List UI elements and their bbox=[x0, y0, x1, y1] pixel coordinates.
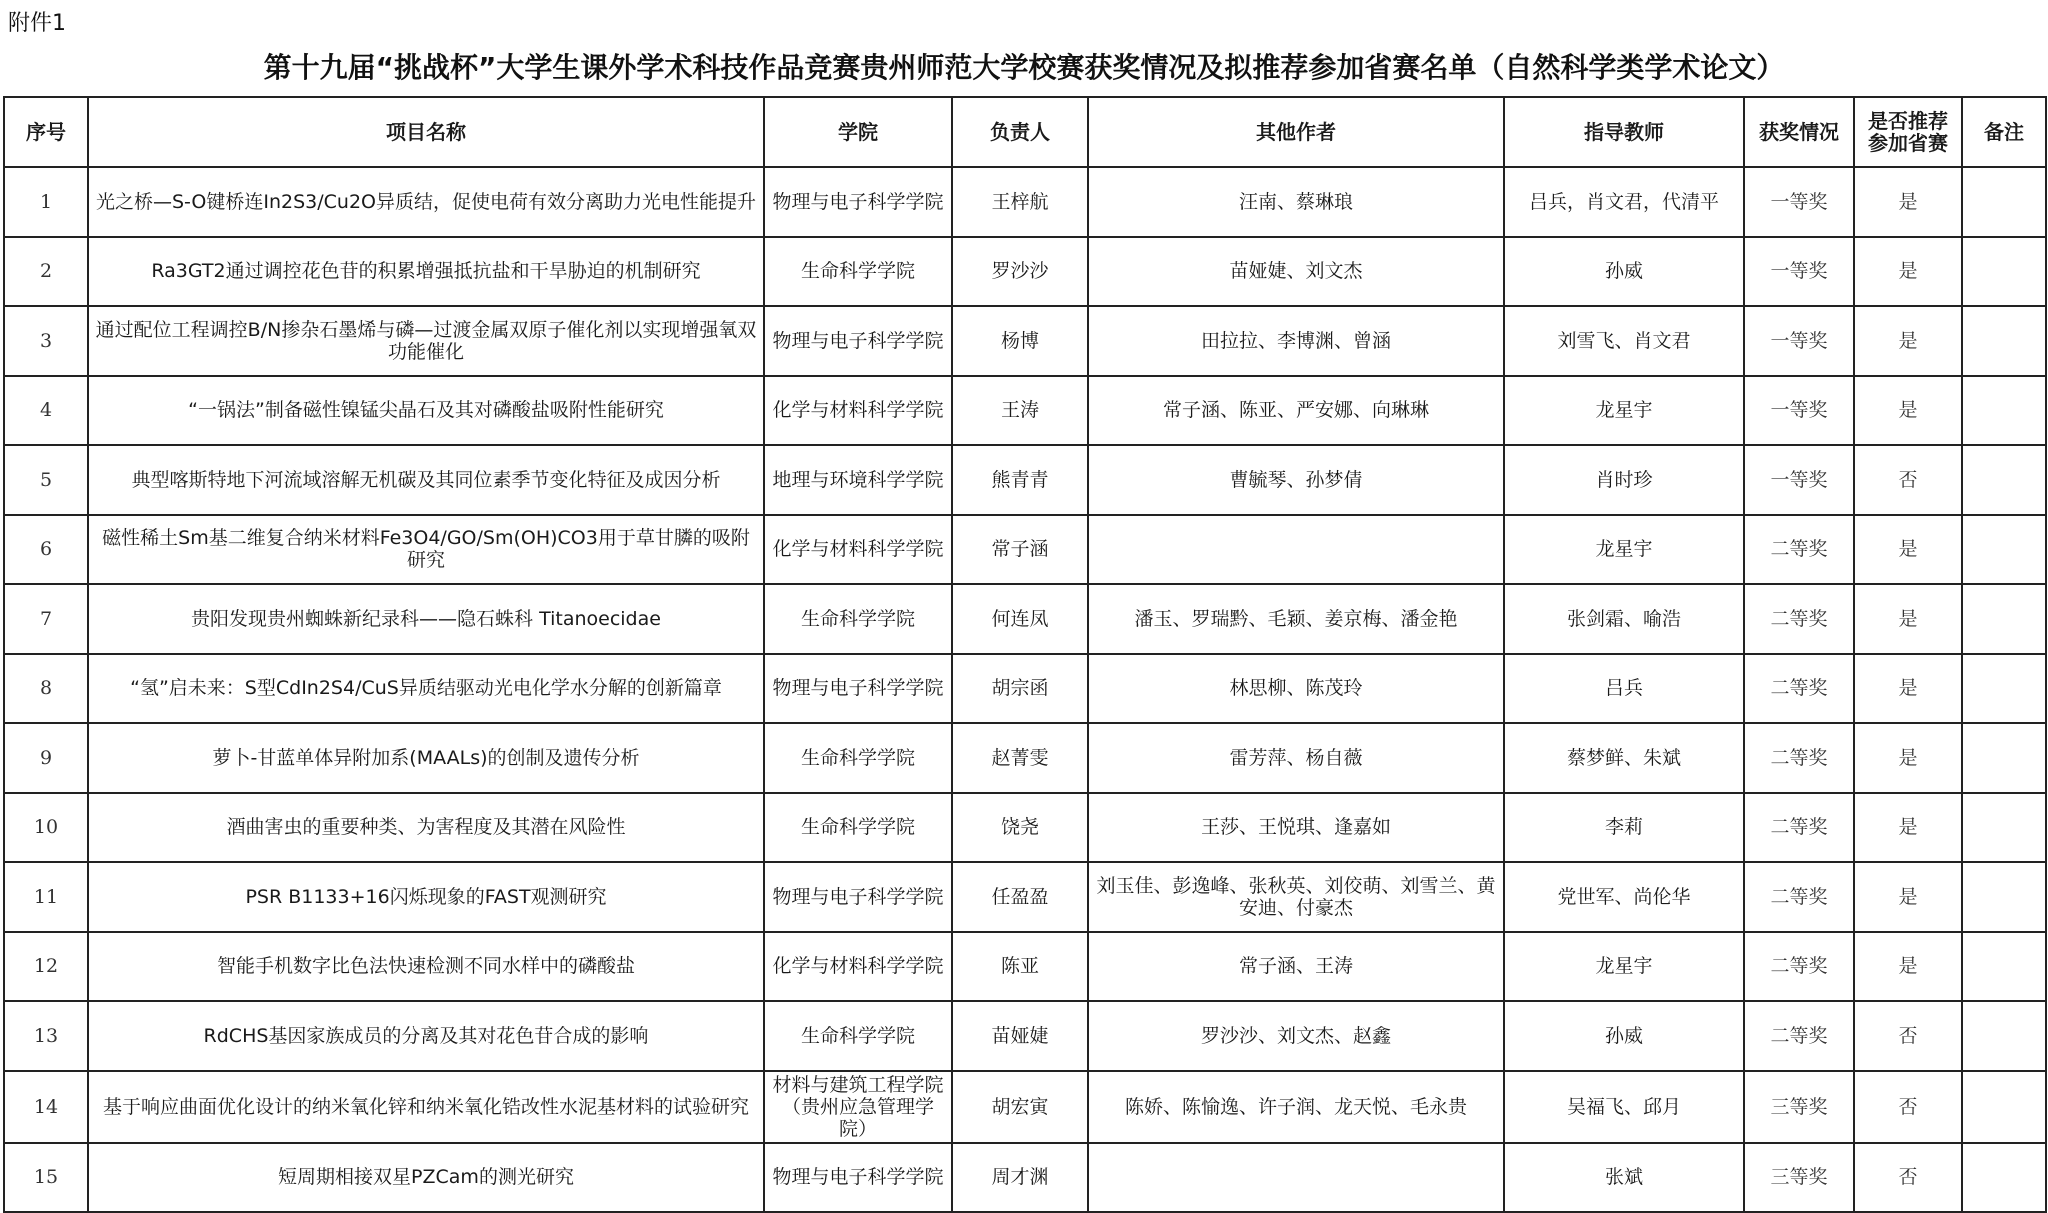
cell-college: 化学与材料科学学院 bbox=[764, 932, 952, 1002]
header-remark: 备注 bbox=[1962, 97, 2046, 167]
cell-recommend: 是 bbox=[1854, 515, 1962, 585]
cell-award: 一等奖 bbox=[1744, 445, 1854, 515]
cell-award: 一等奖 bbox=[1744, 376, 1854, 446]
cell-remark bbox=[1962, 306, 2046, 376]
cell-college: 生命科学学院 bbox=[764, 237, 952, 307]
cell-leader: 胡宏寅 bbox=[952, 1071, 1088, 1143]
cell-others: 潘玉、罗瑞黔、毛颖、姜京梅、潘金艳 bbox=[1088, 584, 1504, 654]
cell-project: 贵阳发现贵州蜘蛛新纪录科——隐石蛛科 Titanoecidae bbox=[88, 584, 764, 654]
cell-index: 8 bbox=[4, 654, 88, 724]
cell-others: 苗娅婕、刘文杰 bbox=[1088, 237, 1504, 307]
table-row bbox=[4, 445, 2046, 515]
cell-remark bbox=[1962, 1143, 2046, 1213]
cell-advisor: 党世军、尚伦华 bbox=[1504, 862, 1744, 932]
cell-leader: 何连凤 bbox=[952, 584, 1088, 654]
cell-index: 5 bbox=[4, 445, 88, 515]
cell-college: 生命科学学院 bbox=[764, 1001, 952, 1071]
cell-leader: 杨博 bbox=[952, 306, 1088, 376]
cell-recommend: 是 bbox=[1854, 723, 1962, 793]
cell-index: 1 bbox=[4, 167, 88, 237]
table-row bbox=[4, 376, 2046, 446]
table-row bbox=[4, 237, 2046, 307]
table-row bbox=[4, 306, 2046, 376]
cell-college: 化学与材料科学学院 bbox=[764, 515, 952, 585]
cell-index: 2 bbox=[4, 237, 88, 307]
table-row bbox=[4, 515, 2046, 585]
cell-advisor: 吕兵，肖文君，代清平 bbox=[1504, 167, 1744, 237]
cell-award: 一等奖 bbox=[1744, 306, 1854, 376]
cell-index: 12 bbox=[4, 932, 88, 1002]
cell-others: 罗沙沙、刘文杰、赵鑫 bbox=[1088, 1001, 1504, 1071]
cell-leader: 胡宗函 bbox=[952, 654, 1088, 724]
header-project: 项目名称 bbox=[88, 97, 764, 167]
cell-others bbox=[1088, 1143, 1504, 1213]
cell-college: 物理与电子科学学院 bbox=[764, 654, 952, 724]
table-row bbox=[4, 1071, 2046, 1143]
table-row bbox=[4, 723, 2046, 793]
cell-index: 9 bbox=[4, 723, 88, 793]
cell-index: 13 bbox=[4, 1001, 88, 1071]
cell-recommend: 否 bbox=[1854, 1143, 1962, 1213]
cell-leader: 陈亚 bbox=[952, 932, 1088, 1002]
cell-recommend: 否 bbox=[1854, 1001, 1962, 1071]
cell-leader: 赵菁雯 bbox=[952, 723, 1088, 793]
cell-project: 萝卜-甘蓝单体异附加系(MAALs)的创制及遗传分析 bbox=[88, 723, 764, 793]
cell-others: 雷芳萍、杨自薇 bbox=[1088, 723, 1504, 793]
cell-index: 6 bbox=[4, 515, 88, 585]
cell-others: 汪南、蔡琳琅 bbox=[1088, 167, 1504, 237]
cell-recommend: 是 bbox=[1854, 376, 1962, 446]
table-row bbox=[4, 1001, 2046, 1071]
cell-advisor: 蔡梦鲜、朱斌 bbox=[1504, 723, 1744, 793]
cell-others: 常子涵、陈亚、严安娜、向琳琳 bbox=[1088, 376, 1504, 446]
cell-others: 陈娇、陈愉逸、许子润、龙天悦、毛永贵 bbox=[1088, 1071, 1504, 1143]
cell-college: 物理与电子科学学院 bbox=[764, 862, 952, 932]
cell-index: 3 bbox=[4, 306, 88, 376]
attachment-label: 附件1 bbox=[8, 11, 66, 36]
page-title: 第十九届“挑战杯”大学生课外学术科技作品竞赛贵州师范大学校赛获奖情况及拟推荐参加省赛名单（自然科学类学术论文） bbox=[263, 51, 1785, 84]
cell-project: 磁性稀土Sm基二维复合纳米材料Fe3O4/GO/Sm(OH)CO3用于草甘膦的吸附研究 bbox=[88, 515, 764, 585]
cell-index: 14 bbox=[4, 1071, 88, 1143]
cell-recommend: 是 bbox=[1854, 862, 1962, 932]
cell-college: 物理与电子科学学院 bbox=[764, 167, 952, 237]
header-college: 学院 bbox=[764, 97, 952, 167]
cell-recommend: 是 bbox=[1854, 654, 1962, 724]
cell-project: 酒曲害虫的重要种类、为害程度及其潜在风险性 bbox=[88, 793, 764, 863]
table-row bbox=[4, 584, 2046, 654]
cell-recommend: 是 bbox=[1854, 793, 1962, 863]
cell-remark bbox=[1962, 1001, 2046, 1071]
header-others: 其他作者 bbox=[1088, 97, 1504, 167]
award-table bbox=[3, 96, 2047, 1213]
table-row bbox=[4, 1143, 2046, 1213]
cell-others: 常子涵、王涛 bbox=[1088, 932, 1504, 1002]
cell-project: PSR B1133+16闪烁现象的FAST观测研究 bbox=[88, 862, 764, 932]
cell-award: 二等奖 bbox=[1744, 1001, 1854, 1071]
cell-college: 地理与环境科学学院 bbox=[764, 445, 952, 515]
cell-college: 材料与建筑工程学院（贵州应急管理学院） bbox=[764, 1071, 952, 1143]
cell-advisor: 龙星宇 bbox=[1504, 376, 1744, 446]
cell-index: 15 bbox=[4, 1143, 88, 1213]
cell-college: 生命科学学院 bbox=[764, 723, 952, 793]
cell-advisor: 吕兵 bbox=[1504, 654, 1744, 724]
table-row bbox=[4, 932, 2046, 1002]
cell-project: “氢”启未来：S型CdIn2S4/CuS异质结驱动光电化学水分解的创新篇章 bbox=[88, 654, 764, 724]
cell-index: 11 bbox=[4, 862, 88, 932]
header-award: 获奖情况 bbox=[1744, 97, 1854, 167]
cell-leader: 饶尧 bbox=[952, 793, 1088, 863]
table-row bbox=[4, 654, 2046, 724]
cell-remark bbox=[1962, 376, 2046, 446]
cell-award: 二等奖 bbox=[1744, 793, 1854, 863]
cell-college: 物理与电子科学学院 bbox=[764, 306, 952, 376]
cell-project: “一锅法”制备磁性镍锰尖晶石及其对磷酸盐吸附性能研究 bbox=[88, 376, 764, 446]
cell-award: 二等奖 bbox=[1744, 584, 1854, 654]
cell-project: 典型喀斯特地下河流域溶解无机碳及其同位素季节变化特征及成因分析 bbox=[88, 445, 764, 515]
cell-advisor: 张剑霜、喻浩 bbox=[1504, 584, 1744, 654]
cell-recommend: 否 bbox=[1854, 445, 1962, 515]
header-advisor: 指导教师 bbox=[1504, 97, 1744, 167]
cell-leader: 王涛 bbox=[952, 376, 1088, 446]
cell-others: 田拉拉、李博渊、曾涵 bbox=[1088, 306, 1504, 376]
cell-project: 智能手机数字比色法快速检测不同水样中的磷酸盐 bbox=[88, 932, 764, 1002]
cell-leader: 任盈盈 bbox=[952, 862, 1088, 932]
header-index: 序号 bbox=[4, 97, 88, 167]
cell-leader: 王梓航 bbox=[952, 167, 1088, 237]
cell-project: Ra3GT2通过调控花色苷的积累增强抵抗盐和干旱胁迫的机制研究 bbox=[88, 237, 764, 307]
cell-college: 化学与材料科学学院 bbox=[764, 376, 952, 446]
cell-award: 二等奖 bbox=[1744, 862, 1854, 932]
header-recommend: 是否推荐参加省赛 bbox=[1854, 97, 1962, 167]
cell-project: 基于响应曲面优化设计的纳米氧化锌和纳米氧化锆改性水泥基材料的试验研究 bbox=[88, 1071, 764, 1143]
cell-award: 一等奖 bbox=[1744, 167, 1854, 237]
cell-remark bbox=[1962, 932, 2046, 1002]
cell-advisor: 刘雪飞、肖文君 bbox=[1504, 306, 1744, 376]
cell-recommend: 否 bbox=[1854, 1071, 1962, 1143]
cell-leader: 常子涵 bbox=[952, 515, 1088, 585]
cell-award: 一等奖 bbox=[1744, 237, 1854, 307]
table-header-row bbox=[4, 97, 2046, 167]
cell-leader: 苗娅婕 bbox=[952, 1001, 1088, 1071]
cell-award: 二等奖 bbox=[1744, 932, 1854, 1002]
cell-college: 生命科学学院 bbox=[764, 793, 952, 863]
cell-recommend: 是 bbox=[1854, 306, 1962, 376]
cell-college: 生命科学学院 bbox=[764, 584, 952, 654]
table-row bbox=[4, 862, 2046, 932]
cell-index: 4 bbox=[4, 376, 88, 446]
cell-others: 王莎、王悦琪、逢嘉如 bbox=[1088, 793, 1504, 863]
cell-remark bbox=[1962, 584, 2046, 654]
cell-advisor: 张斌 bbox=[1504, 1143, 1744, 1213]
cell-recommend: 是 bbox=[1854, 932, 1962, 1002]
cell-award: 三等奖 bbox=[1744, 1071, 1854, 1143]
cell-award: 三等奖 bbox=[1744, 1143, 1854, 1213]
cell-others: 曹毓琴、孙梦倩 bbox=[1088, 445, 1504, 515]
cell-advisor: 李莉 bbox=[1504, 793, 1744, 863]
cell-remark bbox=[1962, 515, 2046, 585]
cell-advisor: 孙威 bbox=[1504, 237, 1744, 307]
cell-recommend: 是 bbox=[1854, 237, 1962, 307]
cell-leader: 周才渊 bbox=[952, 1143, 1088, 1213]
cell-advisor: 吴福飞、邱月 bbox=[1504, 1071, 1744, 1143]
cell-advisor: 龙星宇 bbox=[1504, 932, 1744, 1002]
cell-remark bbox=[1962, 723, 2046, 793]
cell-leader: 罗沙沙 bbox=[952, 237, 1088, 307]
cell-award: 二等奖 bbox=[1744, 654, 1854, 724]
cell-remark bbox=[1962, 862, 2046, 932]
cell-others: 刘玉佳、彭逸峰、张秋英、刘佼萌、刘雪兰、黄安迪、付豪杰 bbox=[1088, 862, 1504, 932]
cell-advisor: 肖时珍 bbox=[1504, 445, 1744, 515]
cell-award: 二等奖 bbox=[1744, 723, 1854, 793]
cell-project: 短周期相接双星PZCam的测光研究 bbox=[88, 1143, 764, 1213]
cell-others: 林思柳、陈茂玲 bbox=[1088, 654, 1504, 724]
cell-remark bbox=[1962, 1071, 2046, 1143]
cell-college: 物理与电子科学学院 bbox=[764, 1143, 952, 1213]
table-row bbox=[4, 793, 2046, 863]
cell-recommend: 是 bbox=[1854, 584, 1962, 654]
cell-index: 10 bbox=[4, 793, 88, 863]
header-leader: 负责人 bbox=[952, 97, 1088, 167]
cell-award: 二等奖 bbox=[1744, 515, 1854, 585]
cell-leader: 熊青青 bbox=[952, 445, 1088, 515]
table-row bbox=[4, 167, 2046, 237]
cell-index: 7 bbox=[4, 584, 88, 654]
cell-project: 通过配位工程调控B/N掺杂石墨烯与磷—过渡金属双原子催化剂以实现增强氧双功能催化 bbox=[88, 306, 764, 376]
cell-remark bbox=[1962, 793, 2046, 863]
cell-remark bbox=[1962, 167, 2046, 237]
cell-advisor: 孙威 bbox=[1504, 1001, 1744, 1071]
cell-advisor: 龙星宇 bbox=[1504, 515, 1744, 585]
cell-project: RdCHS基因家族成员的分离及其对花色苷合成的影响 bbox=[88, 1001, 764, 1071]
cell-others bbox=[1088, 515, 1504, 585]
cell-remark bbox=[1962, 445, 2046, 515]
cell-remark bbox=[1962, 654, 2046, 724]
cell-recommend: 是 bbox=[1854, 167, 1962, 237]
cell-project: 光之桥—S-O键桥连In2S3/Cu2O异质结，促使电荷有效分离助力光电性能提升 bbox=[88, 167, 764, 237]
cell-remark bbox=[1962, 237, 2046, 307]
